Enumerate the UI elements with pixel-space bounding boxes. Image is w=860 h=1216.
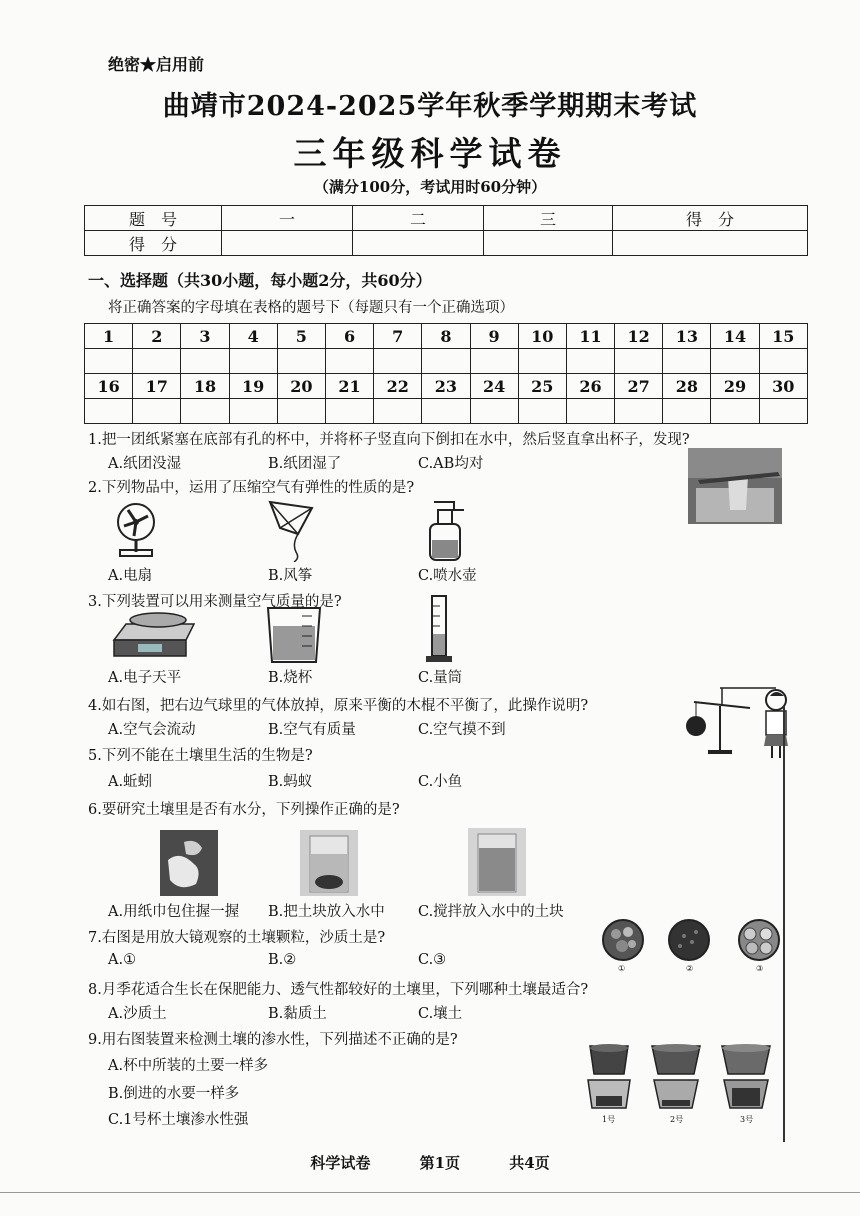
soil-magnified-1: [598, 918, 648, 964]
option-b: B.黏质土: [268, 1006, 327, 1022]
section-heading: 一、选择题（共30小题，每小题2分，共60分）: [88, 271, 432, 290]
answer-blank[interactable]: [615, 399, 663, 424]
score-cell: 一: [222, 206, 353, 231]
answer-blank[interactable]: [518, 349, 566, 374]
answer-number: 18: [181, 374, 229, 399]
question-1-text: 1.把一团纸紧塞在底部有孔的杯中，并将杯子竖直向下倒扣在水中，然后竖直拿出杯子，发现?: [88, 432, 690, 448]
answer-blank[interactable]: [181, 399, 229, 424]
option-a: A.蚯蚓: [108, 774, 153, 790]
answer-number: 8: [422, 324, 470, 349]
option-c: C.喷水壶: [418, 568, 477, 584]
soil-magnified-2: [664, 918, 714, 964]
answer-number: 3: [181, 324, 229, 349]
answer-number: 21: [325, 374, 373, 399]
question-3-text: 3.下列装置可以用来测量空气质量的是?: [88, 594, 342, 610]
answer-number: 30: [759, 374, 807, 399]
option-b: B.风筝: [268, 568, 313, 584]
answer-blank[interactable]: [133, 399, 181, 424]
answer-blank[interactable]: [422, 349, 470, 374]
option-a: A.电子天平: [108, 670, 182, 686]
cup-in-water-photo: [688, 448, 782, 524]
answer-number: 1: [85, 324, 133, 349]
answer-number: 15: [759, 324, 807, 349]
option-a: A.用纸巾包住握一握: [108, 904, 240, 920]
answer-number: 10: [518, 324, 566, 349]
answer-blank[interactable]: [615, 349, 663, 374]
beaker-icon: [262, 606, 328, 666]
answer-number: 27: [615, 374, 663, 399]
answer-blank[interactable]: [711, 349, 759, 374]
electronic-scale-icon: [110, 606, 200, 662]
answer-number-row: [85, 324, 808, 349]
question-8-text: 8.月季花适合生长在保肥能力、透气性都较好的土壤里，下列哪种土壤最适合?: [88, 982, 589, 998]
answer-number: 5: [277, 324, 325, 349]
answer-number: 29: [711, 374, 759, 399]
option-b: B.倒进的水要一样多: [108, 1086, 240, 1102]
score-table-header-row: [85, 206, 808, 231]
bottom-rule: [0, 1192, 860, 1193]
answer-blank[interactable]: [374, 399, 422, 424]
score-table: [84, 205, 808, 256]
electric-fan-icon: [108, 500, 168, 560]
score-input-cell[interactable]: [222, 231, 353, 256]
option-c: C.搅拌放入水中的土块: [418, 904, 564, 920]
option-a: A.空气会流动: [108, 722, 196, 738]
score-input-cell[interactable]: [613, 231, 808, 256]
stirred-soil-photo: [468, 828, 526, 896]
answer-number: 28: [663, 374, 711, 399]
cup-label-2: 2号: [670, 1115, 684, 1124]
soil-cup-3: [718, 1040, 774, 1112]
answer-number: 19: [229, 374, 277, 399]
soil-label-3: ③: [756, 964, 764, 973]
answer-number: 25: [518, 374, 566, 399]
answer-number: 12: [615, 324, 663, 349]
answer-blank[interactable]: [277, 399, 325, 424]
cup-label-1: 1号: [602, 1115, 616, 1124]
answer-number: 22: [374, 374, 422, 399]
score-cell: 得 分: [613, 206, 808, 231]
score-input-cell[interactable]: [353, 231, 484, 256]
option-b: B.纸团湿了: [268, 456, 342, 472]
soil-cup-2: [648, 1040, 704, 1112]
answer-grid: [84, 323, 808, 424]
answer-blank-row: [85, 349, 808, 374]
soil-label-1: ①: [618, 964, 626, 973]
score-table-score-row: [85, 231, 808, 256]
answer-number: 14: [711, 324, 759, 349]
option-a: A.①: [108, 952, 137, 968]
option-c: C.空气摸不到: [418, 722, 506, 738]
footer-subject: 科学试卷: [310, 1154, 371, 1172]
answer-blank[interactable]: [663, 399, 711, 424]
answer-number: 6: [325, 324, 373, 349]
confidential-label: 绝密★启用前: [108, 55, 205, 74]
answer-number: 13: [663, 324, 711, 349]
answer-blank[interactable]: [325, 399, 373, 424]
answer-blank[interactable]: [229, 349, 277, 374]
footer-total: 共4页: [509, 1154, 550, 1172]
answer-number: 23: [422, 374, 470, 399]
answer-number: 17: [133, 374, 181, 399]
score-cell: 题 号: [85, 206, 222, 231]
question-5-text: 5.下列不能在土壤里生活的生物是?: [88, 748, 313, 764]
answer-blank[interactable]: [759, 349, 807, 374]
answer-blank[interactable]: [85, 399, 133, 424]
soil-cup-1: [584, 1040, 634, 1112]
answer-blank[interactable]: [759, 399, 807, 424]
answer-blank[interactable]: [422, 399, 470, 424]
answer-blank[interactable]: [229, 399, 277, 424]
answer-blank[interactable]: [566, 349, 614, 374]
option-a: A.沙质土: [108, 1006, 167, 1022]
answer-blank[interactable]: [711, 399, 759, 424]
answer-number: 24: [470, 374, 518, 399]
soil-in-water-photo: [300, 830, 358, 896]
answer-number: 16: [85, 374, 133, 399]
answer-number: 20: [277, 374, 325, 399]
option-a: A.纸团没湿: [108, 456, 182, 472]
exam-title: 曲靖市2024-2025学年秋季学期期末考试: [162, 91, 698, 122]
option-b: B.把土块放入水中: [268, 904, 385, 920]
answer-number-row: [85, 374, 808, 399]
exam-note: （满分100分，考试用时60分钟）: [313, 178, 547, 196]
answer-blank[interactable]: [325, 349, 373, 374]
option-c: C.壤土: [418, 1006, 463, 1022]
answer-number: 11: [566, 324, 614, 349]
question-9-text: 9.用右图装置来检测土壤的渗水性，下列描述不正确的是?: [88, 1032, 458, 1048]
balance-balloon-figure: [680, 678, 790, 760]
answer-blank[interactable]: [133, 349, 181, 374]
footer-page: 第1页: [419, 1154, 460, 1172]
score-input-cell[interactable]: [484, 231, 613, 256]
answer-number: 26: [566, 374, 614, 399]
option-b: B.②: [268, 952, 297, 968]
option-c: C.小鱼: [418, 774, 463, 790]
answer-number: 7: [374, 324, 422, 349]
answer-blank[interactable]: [518, 399, 566, 424]
option-a: A.电扇: [108, 568, 153, 584]
spray-bottle-icon: [420, 498, 470, 562]
answer-blank[interactable]: [663, 349, 711, 374]
answer-blank[interactable]: [181, 349, 229, 374]
option-b: B.蚂蚁: [268, 774, 313, 790]
tissue-soil-photo: [160, 830, 218, 896]
cup-label-3: 3号: [740, 1115, 754, 1124]
answer-number: 4: [229, 324, 277, 349]
score-cell: 得 分: [85, 231, 222, 256]
option-b: B.烧杯: [268, 670, 313, 686]
option-b: B.空气有质量: [268, 722, 356, 738]
question-6-text: 6.要研究土壤里是否有水分，下列操作正确的是?: [88, 802, 400, 818]
option-c: C.③: [418, 952, 447, 968]
question-2-text: 2.下列物品中，运用了压缩空气有弹性的性质的是?: [88, 480, 415, 496]
soil-label-2: ②: [686, 964, 694, 973]
exam-subtitle: 三年级科学试卷: [293, 134, 567, 173]
option-c: C.AB均对: [418, 456, 484, 472]
section-instruction: 将正确答案的字母填在表格的题号下（每题只有一个正确选项）: [108, 300, 514, 316]
answer-blank[interactable]: [374, 349, 422, 374]
question-7-text: 7.右图是用放大镜观察的土壤颗粒，沙质土是?: [88, 930, 386, 946]
option-a: A.杯中所装的土要一样多: [108, 1058, 269, 1074]
score-cell: 三: [484, 206, 613, 231]
answer-blank[interactable]: [85, 349, 133, 374]
measuring-cylinder-icon: [424, 594, 454, 666]
page-footer: [0, 1152, 860, 1173]
answer-blank[interactable]: [470, 349, 518, 374]
answer-blank[interactable]: [277, 349, 325, 374]
answer-blank[interactable]: [470, 399, 518, 424]
answer-blank[interactable]: [566, 399, 614, 424]
answer-number: 2: [133, 324, 181, 349]
answer-number: 9: [470, 324, 518, 349]
kite-icon: [262, 498, 322, 562]
soil-magnified-3: [734, 918, 784, 964]
answer-blank-row: [85, 399, 808, 424]
option-c: C.1号杯土壤渗水性强: [108, 1112, 249, 1128]
option-c: C.量筒: [418, 670, 463, 686]
question-4-text: 4.如右图，把右边气球里的气体放掉，原来平衡的木棍不平衡了，此操作说明?: [88, 698, 589, 714]
score-cell: 二: [353, 206, 484, 231]
